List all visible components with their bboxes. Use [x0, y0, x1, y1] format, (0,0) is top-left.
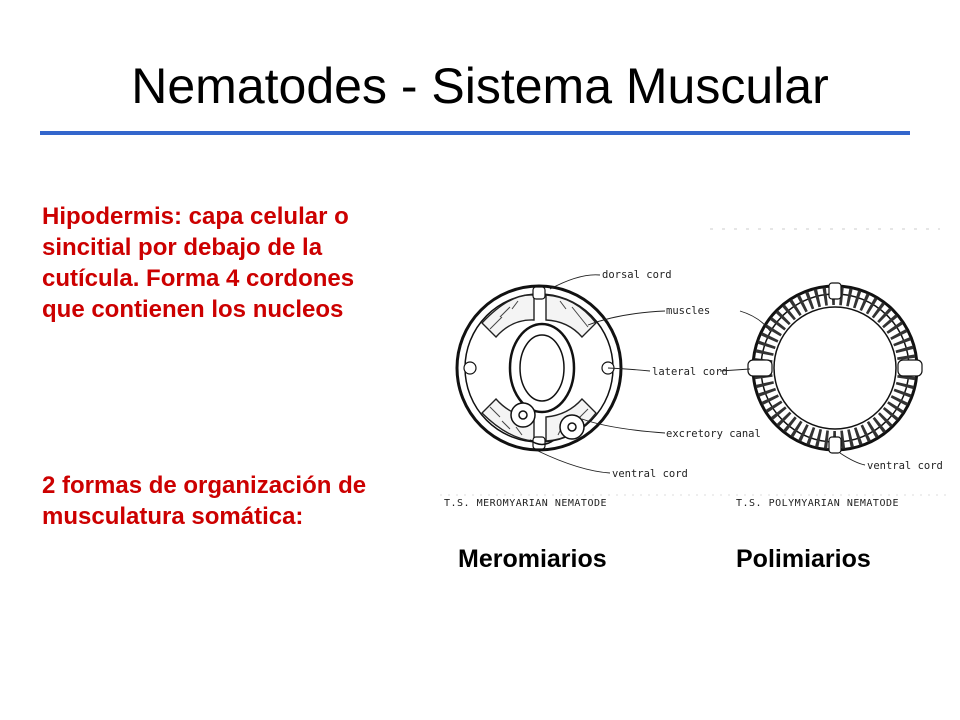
label-ventral-cord-left: ventral cord [612, 468, 688, 480]
label-lateral-cord: lateral cord [652, 366, 728, 378]
meromyarian-gut-lumen [520, 335, 564, 401]
subtitle-polymyarian: T.S. POLYMYARIAN NEMATODE [736, 498, 900, 509]
musculature-forms-paragraph: 2 formas de organización de musculatura somática: [42, 472, 367, 530]
cross-section-drawing [430, 205, 955, 515]
slide-title: Nematodes - Sistema Muscular [131, 58, 829, 114]
hypodermis-paragraph: Hipodermis: capa celular o sincitial por debajo de la cutícula. Forma 4 cordones que contienen los nucleos [42, 203, 355, 323]
label-excretory-canal: excretory canal [666, 428, 761, 440]
label-dorsal-cord: dorsal cord [602, 269, 672, 281]
polymyarian-pseudocoel [774, 307, 896, 429]
nematode-cross-section-figure [430, 205, 955, 515]
title-underline [40, 131, 910, 135]
meromyarian-section [457, 286, 621, 450]
subtitle-meromyarian: T.S. MEROMYARIAN NEMATODE [444, 498, 608, 509]
label-muscles: muscles [666, 305, 711, 317]
caption-polimiarios: Polimiarios [736, 545, 871, 573]
caption-meromiarios: Meromiarios [458, 545, 607, 573]
polymyarian-section [748, 283, 922, 453]
label-ventral-cord-right: ventral cord [867, 460, 943, 472]
